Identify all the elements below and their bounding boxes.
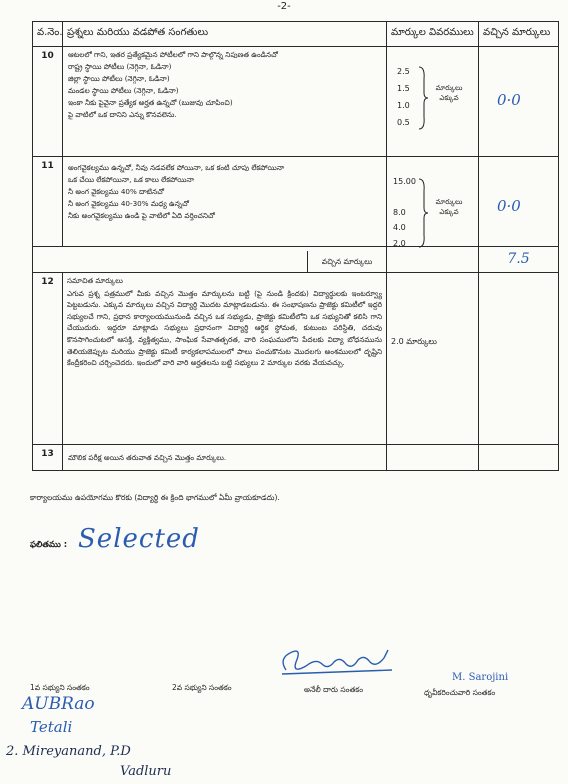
office-use-note: కార్యాలయము ఉపయోగము కొరకు (విద్యార్థి ఈ క్రింది భాగములో ఏమీ వ్రాయకూడదు). xyxy=(30,493,280,502)
verifier-name: M. Sarojini xyxy=(452,672,509,683)
row-number: 11 xyxy=(33,157,63,247)
signature-label-applicant: అనేలీ దారు సంతకం xyxy=(304,685,363,694)
marks-obtained: 0·0 xyxy=(479,157,559,247)
table-row xyxy=(33,273,559,445)
member1-handwriting: AUBRao xyxy=(22,694,95,714)
row-number: 12 xyxy=(33,273,63,445)
member2-place: Vadluru xyxy=(120,764,172,779)
header-marks-obtained: వచ్చిన మార్కులు xyxy=(479,22,559,47)
page-number: -2- xyxy=(277,1,291,12)
applicant-signature xyxy=(272,640,412,682)
header-question: ప్రశ్నలు మరియు వడపోత సంగతులు xyxy=(63,22,387,47)
subtotal-value: 7.5 xyxy=(479,247,559,273)
marks-detail: 2.0 మార్కులు xyxy=(387,273,479,445)
brace-icon xyxy=(417,65,429,131)
question-text: సమాచిత మార్కులు ఎగువ ప్రశ్న పత్రములో మీకు వచ్చిన మొత్తం మార్కులను బట్టి (పై నుండి క్రిందకు) విద్యార్థులకు ఇంటర్వ్యూ పెట్టబడును. ఎక్కువ మార్కులు వచ్చిన విద్యార్థి మొదట మాట్లాడబడును. ఈ సంభాషణను ప్రాజెక్టు కమిటీలో ఇద్దరి సభ్యులచే గాని, ప్రధాన కార్యాలయమునుండి వచ్చిన ఒక సభ్యుడు, ప్రాజెక్టు కమిటీలోని ఒక సభ్యునితో కలిసి గాని చేయుదురు. ఇద్దరూ మాట్లాడు సభ్యులు ప్రధానంగా విద్యార్థి ఆర్థిక స్థోమత, కుటుంబ పరిస్థితి, చదువు కొనసాగించుటలో ఆసక్తి, వ్యక్తిత్వము, సాంఘిక సేవాతత్పరత, వారి సంఘములోని పేదలకు విద్యా బోధనమును తెలియజెప్పుట మరియు ప్రాజెక్టు కమిటీ కార్యకలాపములలో పాలు పంచుకొనుట మొదలగు అంశములలో దృష్టిని కేంద్రీకరించి చర్చించెదరు. ఇందులో వారి వారి అర్హతలను బట్టి సభ్యులు 2 మార్కుల వరకు వేయవచ్చు. xyxy=(63,273,387,445)
question-text: అంగవైకల్యము ఉన్నచో, నీవు నడవలేక పోయినా, ఒక కంటి చూపు లేకపోయినా ఒక చేయి లేకపోయినా, ఒక కాలు లేకపోయినా నీ అంగ వైకల్యము 40% దాటినచో నీ అంగ వైకల్యము 40-30% మధ్య ఉన్నచో నీకు అంగవైకల్యము ఉండి పై వాటిలో ఏది వర్తించనిచో xyxy=(63,157,387,247)
row-number: 13 xyxy=(33,445,63,471)
table-row xyxy=(33,47,559,157)
result-value: Selected xyxy=(78,524,200,554)
table-header xyxy=(33,22,559,47)
member2-handwriting: 2. Mireyanand, P.D xyxy=(6,744,131,759)
subtotal-row xyxy=(33,247,559,273)
result-label: ఫలితము : xyxy=(30,540,68,550)
brace-icon xyxy=(417,177,429,249)
member1-place: Tetali xyxy=(30,718,73,736)
signature-label-member2: 2వ సభ్యుని సంతకం xyxy=(172,683,232,692)
signature-label-verifier: ధృవీకరించువారి సంతకం xyxy=(424,688,496,697)
marks-detail: 2.5 1.5 1.0 0.5 మార్కులు ఎక్కువ xyxy=(387,47,479,157)
signature-label-member1: 1వ సభ్యుని సంతకం xyxy=(30,683,90,692)
question-text: మౌలిక పరీక్ష అయిన తరువాత వచ్చిన మొత్తం మార్కులు. xyxy=(63,445,387,471)
table-row xyxy=(33,157,559,247)
header-sno: వ.నెం. xyxy=(33,22,63,47)
question-text: ఆటలలో గాని, ఇతర ప్రత్యేకమైన పోటీలలో గాని పాల్గొన్న నిపుణత ఉండినచో రాష్ట్ర స్థాయి పోటీలు (నెగ్గినా, ఓడినా) జిల్లా స్థాయి పోటీలు (నెగ్గినా, ఓడినా) మండల స్థాయి పోటీలు (నెగ్గినా, ఓడినా) ఇంకా నీకు పైవైనా ప్రత్యేక అర్హత ఉన్నచో (బుజువు చూపించి) పై వాటిలో ఒక దానిని ఎన్ను కొనవలెను. xyxy=(63,47,387,157)
subtotal-label: వచ్చిన మార్కులు xyxy=(307,251,386,273)
marks-detail: 15.00 8.0 4.0 2.0 మార్కులు ఎక్కువ xyxy=(387,157,479,247)
marks-table xyxy=(32,21,559,471)
row-number: 10 xyxy=(33,47,63,157)
table-row xyxy=(33,445,559,471)
header-marks-detail: మార్కుల వివరములు xyxy=(387,22,479,47)
marks-obtained: 0·0 xyxy=(479,47,559,157)
